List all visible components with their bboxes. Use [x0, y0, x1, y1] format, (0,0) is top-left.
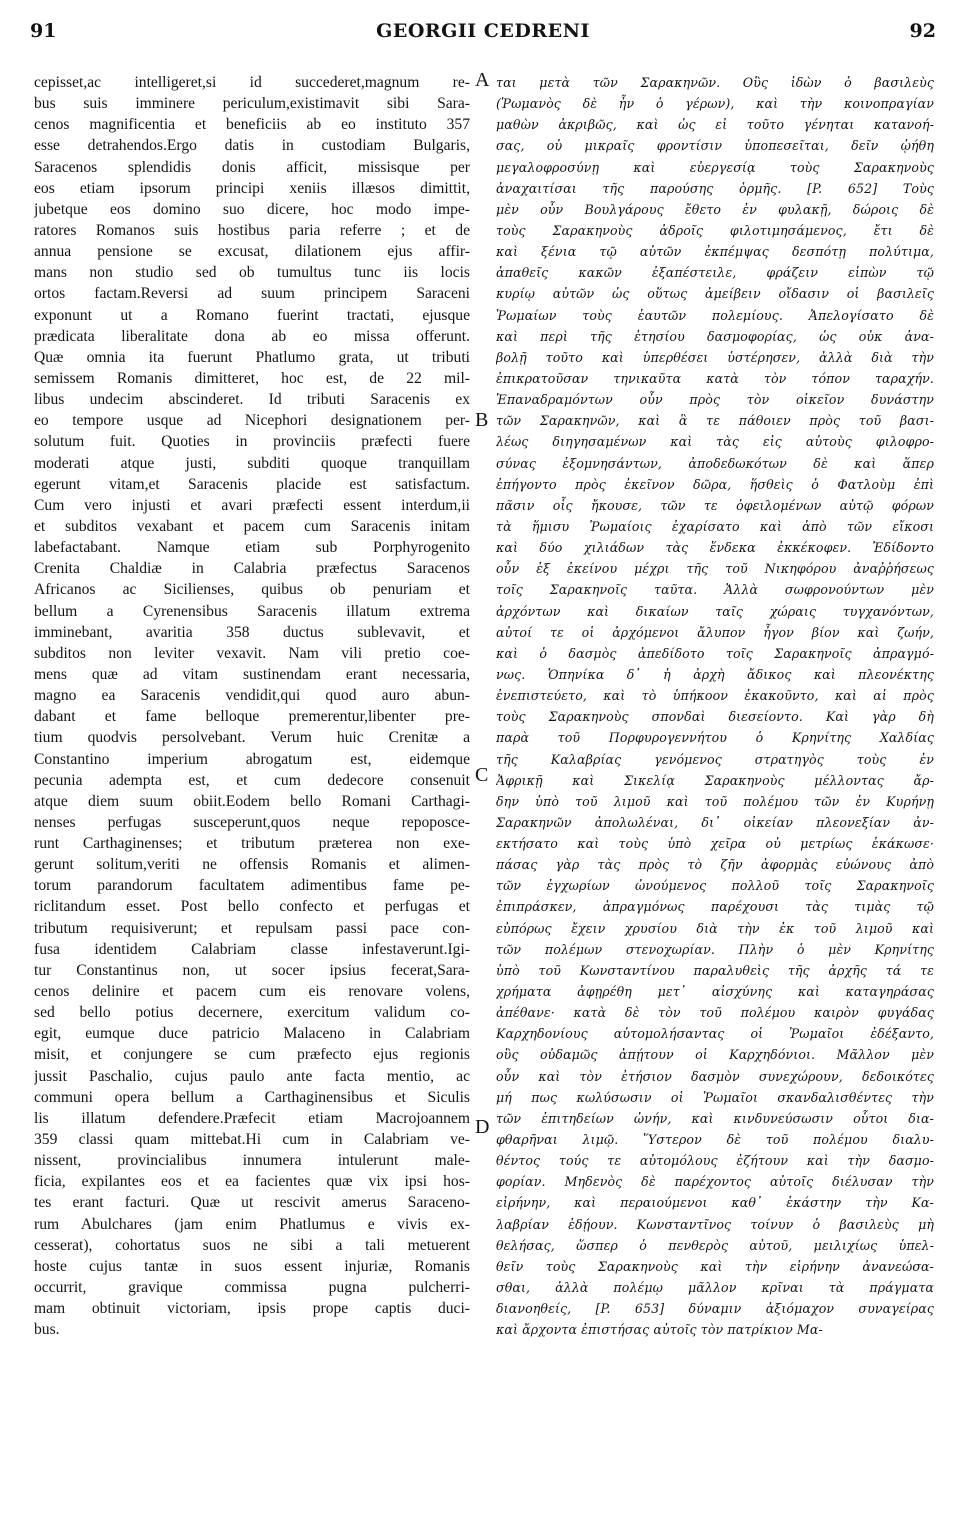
greek-text-line: οὖν ἐξ ἐκείνου μέχρι τῆς τοῦ Νικηφόρου ἀναῤῥήσεως: [496, 561, 934, 577]
latin-text-line: jussit Paschalio, cujus paulo ante facta mentio, ac: [34, 1067, 470, 1085]
latin-text-line: cenos magnificentia et beneficiis ab eo instituto 357: [34, 116, 470, 134]
greek-text-line: φθαρῆναι λιμῷ. Ὕστερον δὲ τοῦ πολέμου διαλυ-: [496, 1132, 934, 1148]
latin-text-line: magno ea Saracenis vendidit,qui quod auro abun-: [34, 687, 470, 705]
greek-text-line: τοὺς Σαρακηνοὺς ἀδροῖς φιλοτιμησάμενος, ἔτι δὲ: [496, 222, 934, 238]
latin-text-line: moderati atque justi, subditi quoque tranquillam: [34, 454, 470, 472]
latin-text-line: torum parandorum facultatem adimentibus fame pe-: [34, 877, 470, 895]
latin-text-line: Constantino imperium abrogatum est, eidemque: [34, 750, 470, 768]
greek-text-line: λέως διηγησαμένων καὶ τὰς εἰς αὐτοὺς φιλοφρο-: [496, 434, 934, 450]
greek-text-line: καὶ ἄρχοντα ἐπιστήσας αὐτοῖς τὸν πατρίκιον Μα-: [496, 1322, 823, 1338]
latin-text-line: bus.: [34, 1321, 60, 1339]
greek-text-line: καὶ ξένια τῷ αὐτῶν ἐκπέμψας δεσπότῃ πολύτιμα,: [496, 244, 934, 260]
latin-text-line: hoste cujus tantæ in suos essent injuriæ, Romanis: [34, 1257, 470, 1275]
latin-text-line: egit, eumque duce patricio Malaceno in Calabriam: [34, 1025, 470, 1043]
greek-text-line: νως. Ὁπηνίκα δ᾽ ἡ ἀρχὴ ἄδικος καὶ πλεονέκτης: [496, 666, 934, 682]
greek-text-line: οὖν καὶ τὸν ἐτήσιον δασμὸν συνεχώρουν, δεδοικότες: [496, 1068, 934, 1084]
latin-text-line: cepisset,ac intelligeret,si id succederet,magnum re-: [34, 74, 470, 91]
greek-text-line: πᾶσιν οἷς ἤκουσε, τῶν τε ὀφειλομένων αὐτῷ φόρων: [496, 497, 934, 513]
greek-text-line: τῶν πολέμων στενοχωρίαν. Πλὴν ὁ μὲν Κρηνίτης: [496, 941, 934, 957]
latin-text-line: annua pensione se excusat, dilationem ejus affir-: [34, 243, 470, 261]
greek-text-line: λαβρίαν ἐδῄουν. Κωνσταντῖνος τοίνυν ὁ βασιλεὺς μὴ: [496, 1216, 934, 1232]
latin-text-line: mens quæ ad vitam sustinendam erant necessaria,: [34, 665, 470, 683]
greek-text-line: Καρχηδονίους αὐτομολήσαντας οἱ Ῥωμαῖοι ἐδέξαντο,: [496, 1026, 934, 1042]
greek-text-line: ἀναχαιτίσαι τῆς παρούσης ὁρμῆς. [P. 652] Τοὺς: [496, 180, 934, 196]
greek-text-line: χρήματα ἀφῃρέθη μετ᾽ αἰσχύνης καὶ καταγηράσας: [496, 984, 934, 1000]
greek-text-line: σύνας ἐξομνησάντων, ἀποδεδωκότων δὲ καὶ ἅπερ: [496, 455, 934, 471]
greek-text-line: πάσας γὰρ τὰς πρὸς τὸ ζῆν ἀφορμὰς εὐώνους ἀπὸ: [496, 857, 934, 873]
latin-text-line: runt Carthaginenses; et tributum præterea non exe-: [34, 835, 470, 853]
greek-text-line: ἐπήγοντο πρὸς ἐκεῖνον δῶρα, ἥσθεὶς ὁ Φατλοὺμ ἐπὶ: [496, 476, 934, 492]
greek-text-line: σας, οὐ μικραῖς φροντίσιν ὑποπεσεῖται, δεῖν ᾠήθη: [496, 138, 934, 154]
latin-text-line: tributum requisiverunt; et repulsam passi pace con-: [34, 919, 470, 937]
latin-text-line: et subditos vexabant et pacem cum Saracenis initam: [34, 517, 470, 535]
greek-text-line: παρὰ τοῦ Πορφυρογεννήτου ὁ Κρηνίτης Χαλδίας: [496, 730, 934, 746]
latin-text-line: occurrit, gravique commissa pugna pulcherri-: [34, 1279, 470, 1297]
greek-text-line: καὶ ὁ δασμὸς ἀπεδίδοτο τοῖς Σαρακηνοῖς ἀπραγμό-: [496, 645, 934, 661]
latin-text-line: cenos delinire et pacem cum eis renovare volens,: [34, 983, 470, 1001]
greek-text-line: ἐπικρατοῦσαν τηνικαῦτα κατὰ τὸν τόπον ταραχήν.: [496, 370, 934, 386]
latin-text-line: rum Abulchares (jam enim Phatlumus e vivis ex-: [34, 1215, 470, 1233]
greek-text-line: εὐπόρως ἔχειν χρυσίου διὰ τὴν ἐκ τοῦ λιμοῦ καὶ: [496, 920, 934, 936]
latin-text-line: semissem Romanis dimitteret, hoc est, de 22 mil-: [34, 369, 470, 387]
latin-text-line: misit, et conjungere se cum præfecto ejus regionis: [34, 1046, 470, 1064]
greek-text-line: τοὺς Σαρακηνοὺς σπονδαὶ διεσείοντο. Καὶ γὰρ δὴ: [496, 709, 934, 725]
section-marker-b: B: [475, 409, 489, 431]
latin-text-line: gerunt solitum,veriti ne offensis Romanis et alimen-: [34, 856, 470, 874]
greek-text-line: εκτήσατο καὶ τοὺς ὑπὸ χεῖρα οὐ μετρίως ἐκάκωσε·: [496, 836, 934, 852]
greek-column: [496, 72, 934, 1340]
greek-text-line: διανοηθείς, [P. 653] δύναμιν ἀξιόμαχον συναγείρας: [496, 1301, 934, 1317]
latin-text-line: mam obtinuit victoriam, ipsis prope captis duci-: [34, 1300, 470, 1318]
book-title: GEORGII CEDRENI: [376, 20, 590, 42]
latin-text-line: fusa identidem Calabriam classe infestaverunt.Igi-: [34, 940, 470, 958]
latin-text-line: Quæ omnia ita fuerunt Phatlumo grata, ut tributi: [34, 348, 470, 366]
latin-text-line: tium quodvis persolvebant. Verum huic Crenitæ a: [34, 729, 470, 747]
latin-text-line: communi opera bellum a Carthaginensibus et Siculis: [34, 1088, 470, 1106]
greek-text-line: τῆς Καλαβρίας γενόμενος στρατηγὸς τοὺς ἐν: [496, 751, 934, 767]
greek-text-line: τῶν Σαρακηνῶν, καὶ ἃ τε πάθοιεν πρὸς τοῦ βασι-: [496, 413, 934, 429]
latin-text-line: jubetque eos domino suo dicere, hoc modo impe-: [34, 200, 470, 218]
latin-text-line: nissent, provincialibus innumera intulerunt male-: [34, 1152, 470, 1170]
latin-text-line: pecunia adempta est, et cum dedecore consenuit: [34, 771, 470, 789]
section-marker-a: A: [475, 69, 490, 91]
latin-text-line: Africanos ac Sicilienses, quibus ob penuriam et: [34, 581, 470, 599]
latin-text-line: bus suis imminere periculum,existimavit sibi Sara-: [34, 95, 470, 113]
greek-text-line: θελήσας, ὥσπερ ὁ πενθερὸς αὐτοῦ, μειλιχίως ὑπελ-: [496, 1237, 934, 1253]
latin-text-line: exponunt ut a Romano fuerint tractati, ejusque: [34, 306, 470, 324]
latin-text-line: eos etiam ipsorum principi xeniis illæsos dimittit,: [34, 179, 470, 197]
greek-text-line: κυρίῳ αὐτῶν ὡς οὕτως ἀμείβειν οἴδασιν οἱ βασιλεῖς: [496, 286, 934, 302]
latin-text-line: Cum vero injusti et avari præfecti essent interdum,ii: [34, 496, 470, 514]
latin-text-line: libus undecim abscinderet. Id tributi Saracenis ex: [34, 391, 470, 409]
latin-text-line: bellum a Cyrenensibus Saracenis illatum extrema: [34, 602, 470, 620]
latin-text-line: labefactabant. Namque etiam sub Porphyrogenito: [34, 539, 470, 557]
greek-text-line: ἀρχόντων καὶ δικαίων ταῖς χώραις τυγχανόντων,: [496, 603, 934, 619]
latin-text-line: imminebant, avaritia 358 ductus sublevavit, et: [34, 623, 470, 641]
greek-text-line: τοῖς Σαρακηνοῖς ταῦτα. Ἀλλὰ σωφρονούντων μὲν: [496, 582, 934, 598]
right-page-number: 92: [909, 20, 936, 42]
latin-text-line: 359 classi quam mittebat.Hi cum in Calabriam ve-: [34, 1131, 470, 1149]
latin-text-line: prædicata liberalitate dona ab eo missa offerunt.: [34, 327, 470, 345]
latin-text-line: solutum fuit. Quoties in provinciis præfecti fuere: [34, 433, 470, 451]
greek-text-line: οὓς οὐδαμῶς ἀπῄτουν οἱ Καρχηδόνιοι. Μᾶλλον μὲν: [496, 1047, 934, 1063]
greek-text-line: μὲν οὖν Βουλγάρους ἔθετο ἐν φυλακῇ, δώροις δὲ: [496, 201, 934, 217]
greek-text-line: ἀπαθεῖς κακῶν ἐξαπέστειλε, φράζειν εἰπὼν τῷ: [496, 265, 934, 281]
latin-text-line: cesserat), cohortatus suos ne sibi a tali metuerent: [34, 1236, 470, 1254]
latin-text-line: sed bello potius decernere, exercitum validum co-: [34, 1004, 470, 1022]
greek-text-line: Ῥωμαίων τοὺς ἑαυτῶν πολεμίους. Ἀπελογίσατο δὲ: [496, 307, 934, 323]
greek-text-line: σθαι, ἀλλὰ πολέμῳ μᾶλλον κρῖναι τὰ πράγματα: [496, 1280, 934, 1296]
greek-text-line: φορίαν. Μηδενὸς δὲ παρέχοντος αὐτοῖς διέλυσαν τὴν: [496, 1174, 934, 1190]
left-page-number: 91: [30, 20, 57, 42]
latin-text-line: tur Constantinus non, ut socer ipsius fecerat,Sara-: [34, 961, 470, 979]
greek-text-line: Ἀφρικῇ καὶ Σικελίᾳ Σαρακηνοὺς μέλλοντας ἄρ-: [496, 772, 934, 788]
greek-text-line: ἐνεπιστεύετο, καὶ τὸ ὑπήκοον ἐκακοῦντο, καὶ αἱ πρὸς: [496, 688, 934, 704]
greek-text-line: ὑπὸ τοῦ Κωνσταντίνου παραλυθεὶς τῆς ἀρχῆς τά τε: [496, 962, 934, 978]
greek-text-line: τῶν ἐγχωρίων ὠνούμενος πολλοῦ τοῖς Σαρακηνοῖς: [496, 878, 934, 894]
latin-text-line: eo tempore usque ad Nicephori designationem per-: [34, 412, 470, 430]
greek-text-line: εἰρήνην, καὶ περαιούμενοι καθ᾽ ἑκάστην τὴν Κα-: [496, 1195, 934, 1211]
running-head: [30, 12, 936, 42]
latin-text-line: lis illatum defendere.Præfecit etiam Macrojoannem: [34, 1109, 470, 1127]
greek-text-line: καὶ περὶ τῆς ἐτησίου δασμοφορίας, ὡς οὐκ ἀνα-: [496, 328, 934, 344]
greek-text-line: Ἐπαναδραμόντων οὖν πρὸς τὸν οἰκεῖον δυνάστην: [496, 392, 934, 408]
greek-text-line: μεγαλοφροσύνῃ καὶ εὐεργεσίᾳ τοὺς Σαρακηνοὺς: [496, 159, 934, 175]
greek-text-line: Σαρακηνῶν ἀπολωλέναι, δι᾽ οἰκείαν πλεονεξίαν ἀν-: [496, 814, 934, 830]
latin-text-line: Crenita Chaldiæ in Calabria præfectus Saracenos: [34, 560, 470, 578]
greek-text-line: τὰ ἥμισυ Ῥωμαίοις ἐχαρίσατο καὶ ἀπὸ τῶν εἴκοσι: [496, 518, 934, 534]
greek-text-line: τῶν ἐπιτηδείων ὠνήν, καὶ κινδυνεύσωσιν οὗτοι δια-: [496, 1110, 934, 1126]
latin-text-line: subditos non leviter vexavit. Nam vili pretio coe-: [34, 644, 470, 662]
latin-column: [34, 72, 470, 1340]
greek-text-line: ἐπιπράσκεν, ἀπραγμόνως παρέχουσι τὰς τιμὰς τῷ: [496, 899, 934, 915]
section-marker-d: D: [475, 1116, 490, 1138]
latin-text-line: atque diem suum obiit.Eodem bello Romani Carthagi-: [34, 792, 470, 810]
latin-text-line: mans non studio sed ob tumultus tunc iis locis: [34, 264, 470, 282]
greek-text-line: καὶ δύο χιλιάδων τὰς ἕνδεκα ἐκκέκοφεν. Ἐδίδοντο: [496, 540, 934, 556]
section-marker-c: C: [475, 764, 489, 786]
greek-text-line: ἀπέθανε· κατὰ δὲ τὸν τοῦ πολέμου καιρὸν φυγάδας: [496, 1005, 934, 1021]
greek-text-line: θεῖν τοὺς Σαρακηνοὺς καὶ τὴν εἰρήνην ἀνανεώσα-: [496, 1258, 934, 1274]
latin-text-line: ficia, expilantes eos et ea facientes quæ vix ipsi hos-: [34, 1173, 470, 1191]
latin-text-line: egerunt vitam,et Saracenis placide est satisfactum.: [34, 475, 470, 493]
latin-text-line: riclitandum esset. Post bello confecto et perfugas et: [34, 898, 470, 916]
greek-text-line: ται μετὰ τῶν Σαρακηνῶν. Οὓς ἰδὼν ὁ βασιλεὺς: [496, 75, 934, 90]
latin-text-line: ortos factam.Reversi ad suum principem Saraceni: [34, 285, 470, 303]
latin-text-line: tes erant facturi. Quæ ut rescivit amerus Saraceno-: [34, 1194, 470, 1212]
greek-text-line: αὐτοί τε οἱ ἀρχόμενοι ἄλυπον ἦγον βίον καὶ ζωήν,: [496, 624, 934, 640]
latin-text-line: nenses perfugas susceperunt,quos neque repoposce-: [34, 813, 470, 831]
greek-text-line: μαθὼν ἀκριβῶς, καὶ ὡς εἰ τοῦτο γένηται κατανοή-: [496, 117, 934, 133]
latin-text-line: ratores Romanos suis hostibus paria referre ; et de: [34, 221, 470, 239]
greek-text-line: (Ῥωμανὸς δὲ ἦν ὁ γέρων), καὶ τὴν κοινοπραγίαν: [496, 96, 934, 112]
greek-text-line: μή πως κωλύσωσιν οἱ Ῥωμαῖοι σκανδαλισθέντες τὴν: [496, 1089, 934, 1105]
latin-text-line: dabant et fame belloque premerentur,libenter pre-: [34, 708, 470, 726]
latin-text-line: Saracenos splendidis donis afficit, missisque per: [34, 158, 470, 176]
greek-text-line: βολῇ τοῦτο καὶ ὑπερθέσει ὑστέρησεν, ἀλλὰ διὰ τὴν: [496, 349, 934, 365]
greek-text-line: δην ὑπὸ τοῦ λιμοῦ καὶ τοῦ πολέμου τῶν ἐν Κυρήνῃ: [496, 793, 934, 809]
greek-text-line: θέντος τούς τε αὐτομόλους ἐζήτουν καὶ τὴν δασμο-: [496, 1153, 934, 1169]
latin-text-line: esse detrahendos.Ergo datis in custodiam Bulgaris,: [34, 137, 470, 155]
